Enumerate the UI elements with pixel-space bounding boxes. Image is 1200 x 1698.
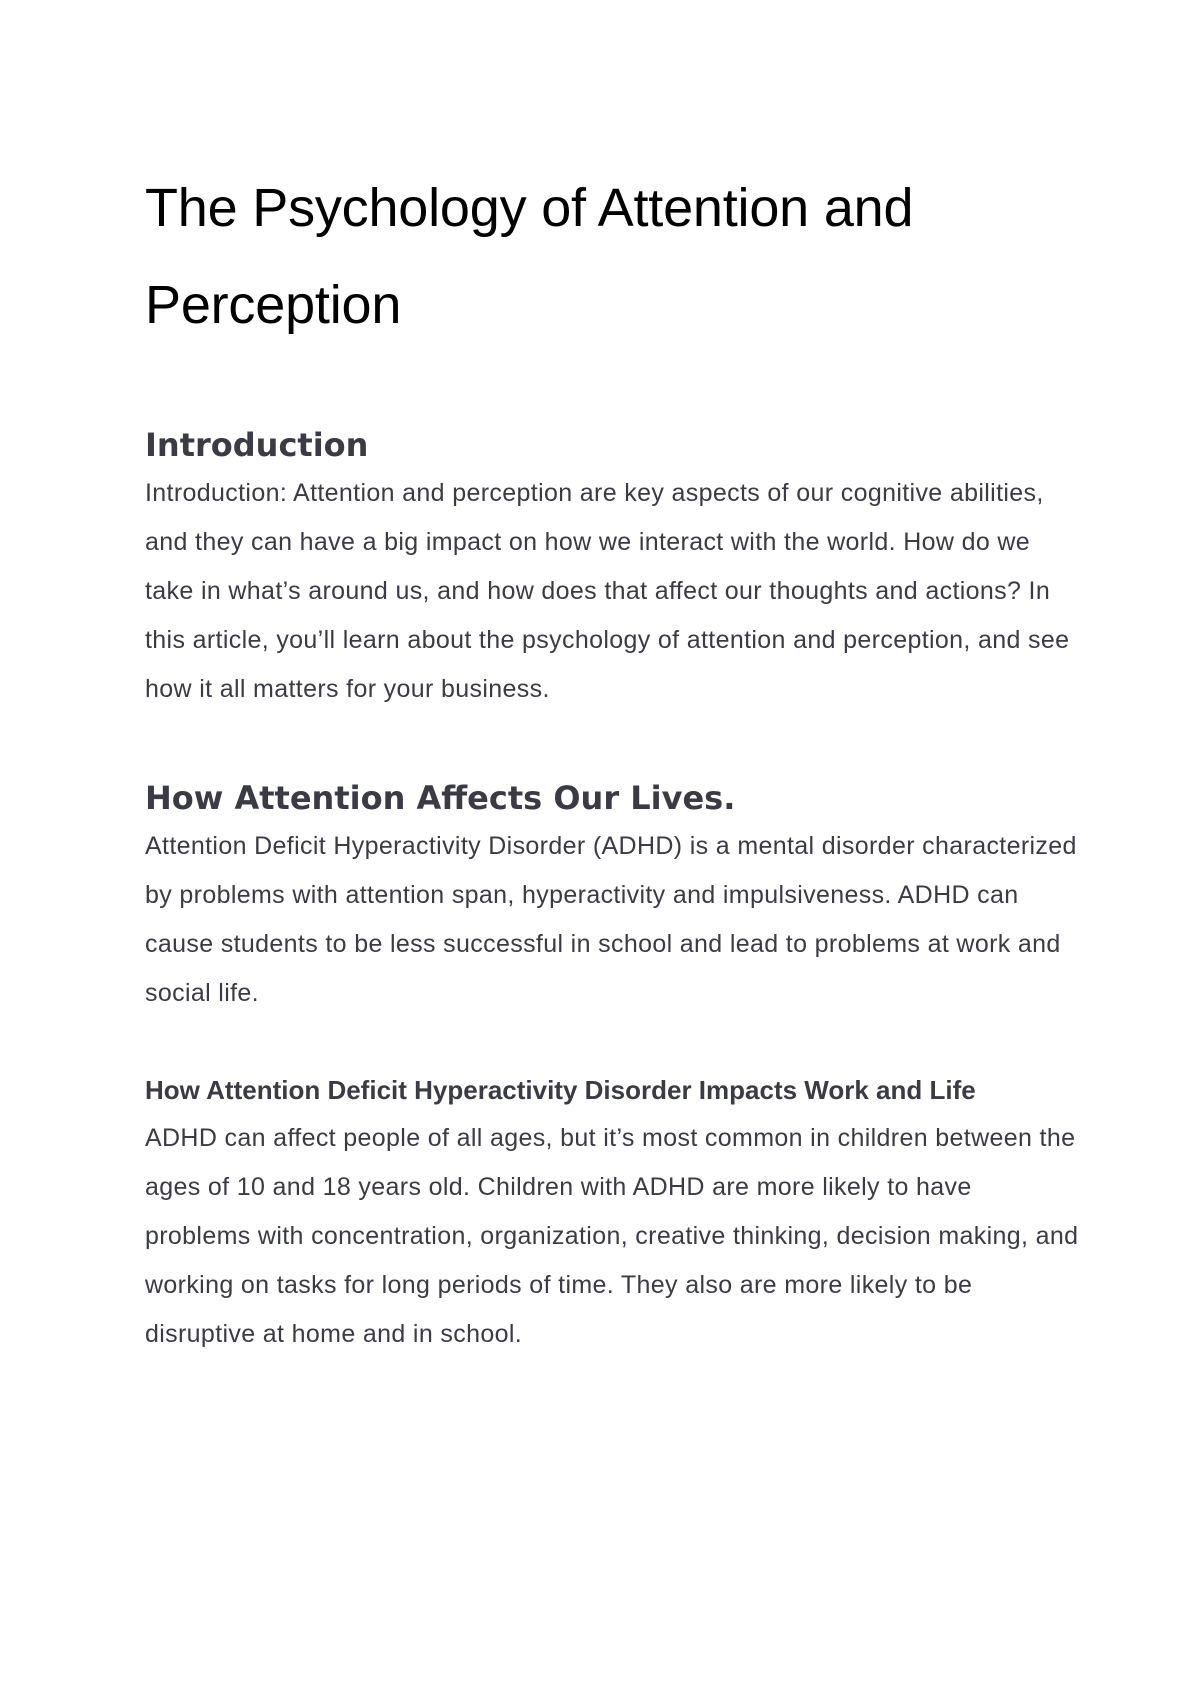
document-content (145, 160, 1080, 1359)
section-adhd-impacts (145, 1066, 1080, 1359)
section-body-adhd-impacts: ADHD can affect people of all ages, but it’s most common in children between the ages of 10 and 18 years old. Children with ADHD are more likely to have problems with concentration, organization, creative thinking, decision making, and working on tasks for long periods of time. They also are more likely to be disruptive at home and in school. (145, 1124, 1079, 1348)
document-title: The Psychology of Attention and Perception (145, 178, 914, 335)
section-attention-affects-lives (145, 774, 1080, 1018)
section-heading-attention-affects-lives: How Attention Affects Our Lives. (145, 779, 736, 817)
section-body-attention-affects-lives: Attention Deficit Hyperactivity Disorder (ADHD) is a mental disorder characterized by problems with attention span, hyperactivity and impulsiveness. ADHD can cause students to be less successful in school and lead to problems at work and social life. (145, 832, 1077, 1007)
section-body-introduction: Introduction: Attention and perception are key aspects of our cognitive abilities, and they can have a big impact on how we interact with the world. How do we take in what’s around us, and how does that affect our thoughts and actions? In this article, you’ll learn about the psychology of attention and perception, and see how it all matters for your business. (145, 479, 1070, 703)
section-heading-adhd-impacts: How Attention Deficit Hyperactivity Disorder Impacts Work and Life (145, 1075, 976, 1105)
section-heading-introduction: Introduction (145, 426, 369, 464)
section-introduction (145, 421, 1080, 714)
